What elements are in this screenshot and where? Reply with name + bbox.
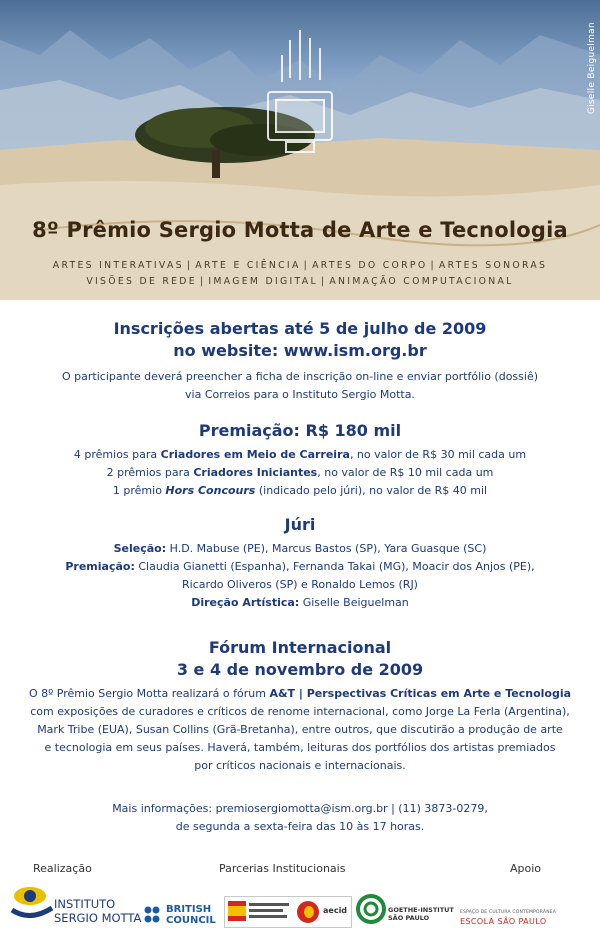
category: VISÕES DE REDE [86, 276, 197, 287]
escola-sao-paulo-logo: ESPAÇO DE CULTURA CONTEMPORÂNEA ESCOLA SÃO PAULO [460, 910, 557, 926]
british-council-icon [144, 906, 166, 927]
jury-section [0, 514, 600, 612]
aecid-icon [297, 901, 319, 923]
category: ARTES INTERATIVAS [52, 260, 184, 271]
partners-label: Parcerias Institucionais [219, 862, 346, 875]
categories-line-2 [0, 276, 600, 287]
page-title: 8º Prêmio Sergio Motta de Arte e Tecnologia [32, 218, 568, 242]
jury-awards: Premiação: Claudia Gianetti (Espanha), Fernanda Takai (MG), Moacir dos Anjos (PE), [65, 560, 535, 573]
category: ARTE E CIÊNCIA [195, 260, 301, 271]
contact-hours: de segunda a sexta-feira das 10 às 17 horas. [175, 820, 425, 833]
goethe-icon [356, 894, 386, 927]
forum-text: O 8º Prêmio Sergio Motta realizará o fórum A&T | Perspectivas Críticas em Arte e Tecnologia [28, 687, 572, 700]
prize-row: 1 prêmio Hors Concours (indicado pelo júri), no valor de R$ 40 mil [112, 484, 488, 497]
goethe-text: GOETHE-INSTITUT SÃO PAULO [388, 906, 454, 922]
forum-text: com exposições de curadores e críticos de renome internacional, como Jorge La Ferla (Argentina), [30, 705, 570, 718]
forum-section [0, 637, 600, 775]
website-heading[interactable]: no website: www.ism.org.br [173, 341, 427, 360]
contact-section [0, 800, 600, 836]
hero-banner [0, 0, 600, 300]
spain-flag-icon [228, 901, 246, 921]
contact-text[interactable]: Mais informações: premiosergiomotta@ism.org.br | (11) 3873-0279, [112, 802, 488, 815]
forum-text: por críticos nacionais e internacionais. [194, 759, 406, 772]
registration-heading: Inscrições abertas até 5 de julho de 2009 [113, 319, 487, 338]
aecid-logo: aecid [224, 896, 352, 928]
separator: | [186, 260, 193, 271]
prizes-heading: Premiação: R$ 180 mil [198, 421, 402, 440]
forum-dates: 3 e 4 de novembro de 2009 [176, 660, 424, 679]
realization-label: Realização [33, 862, 92, 875]
forum-text: Mark Tribe (EUA), Susan Collins (Grã-Bretanha), entre outros, que discutirão a produção de arte [37, 723, 563, 736]
footer-logos [0, 858, 600, 935]
separator: | [303, 260, 310, 271]
prize-row: 2 prêmios para Criadores Iniciantes, no valor de R$ 10 mil cada um [106, 466, 494, 479]
landscape-illustration [0, 0, 600, 300]
registration-text: via Correios para o Instituto Sergio Motta. [185, 388, 415, 401]
ism-logo-text: INSTITUTO SERGIO MOTTA [54, 897, 142, 925]
jury-heading: Júri [284, 515, 316, 534]
jury-direction: Direção Artística: Giselle Beiguelman [191, 596, 409, 609]
jury-awards-cont: Ricardo Oliveros (SP) e Ronaldo Lemos (RJ) [182, 578, 418, 591]
separator: | [320, 276, 327, 287]
forum-text: e tecnologia em seus países. Haverá, também, leituras dos portfólios dos artistas premiados [44, 741, 556, 754]
ism-logo-icon [8, 880, 58, 930]
category: ANIMAÇÃO COMPUTACIONAL [329, 276, 514, 287]
category: ARTES SONORAS [438, 260, 548, 271]
category: IMAGEM DIGITAL [208, 276, 318, 287]
registration-text: O participante deverá preencher a ficha de inscrição on-line e enviar portfólio (dossiê) [62, 370, 538, 383]
forum-heading: Fórum Internacional [208, 638, 392, 657]
separator: | [199, 276, 206, 287]
british-council-text: BRITISH COUNCIL [166, 904, 216, 926]
jury-selection: Seleção: H.D. Mabuse (PE), Marcus Bastos (SP), Yara Guasque (SC) [113, 542, 487, 555]
prizes-section [0, 420, 600, 500]
photo-credit: Giselle Beiguelman [587, 22, 597, 115]
support-label: Apoio [510, 862, 542, 875]
prize-row: 4 prêmios para Criadores em Meio de Carreira, no valor de R$ 30 mil cada um [73, 448, 527, 461]
separator: | [430, 260, 436, 271]
category: ARTES DO CORPO [312, 260, 428, 271]
registration-section [0, 318, 600, 404]
categories-line-1 [0, 260, 600, 271]
